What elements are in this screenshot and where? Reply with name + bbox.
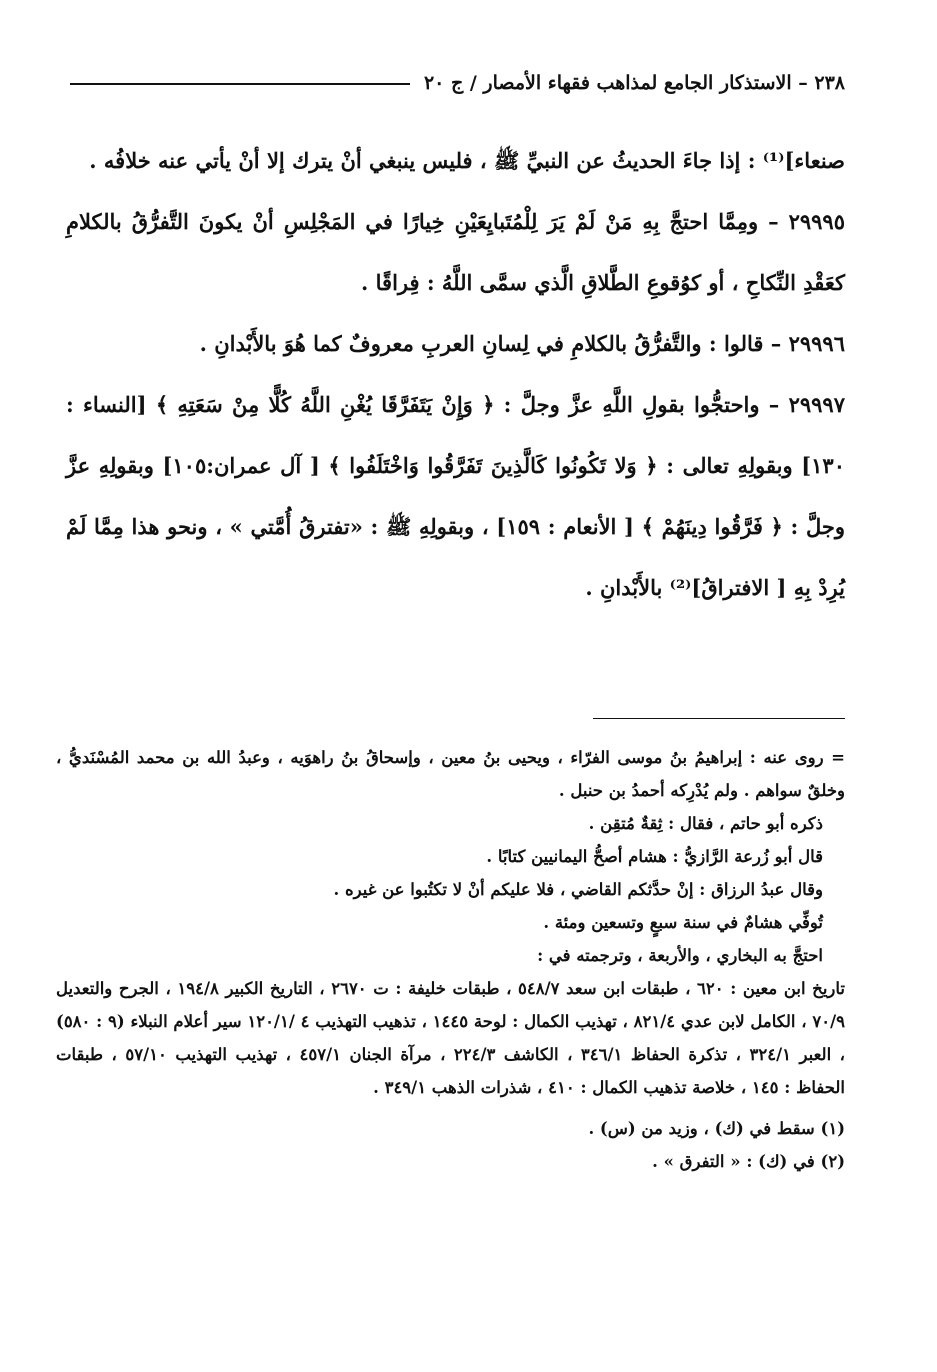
footnote-continuation-line: ذكره أبو حاتم ، فقال : ثِقةٌ مُتقِن .: [588, 814, 823, 833]
running-title: ٢٣٨ – الاستذكار الجامع لمذاهب فقهاء الأمصار / ج ٢٠: [423, 72, 845, 94]
footnote-sources: تاريخ ابن معين : ٦٢٠ ، طبقات ابن سعد ٥٤٨/٧ ، طبقات خليفة : ت ٢٦٧٠ ، التاريخ الكبير ١٩٤/٨ ، الجرح والتعديل ٧٠/٩ ، الكامل لابن عدي ٨٢١/٤ ، تهذيب الكمال : لوحة ١٤٤٥ ، تذهيب التهذيب ٤ /١٢٠/١ سير أعلام النبلاء (٩ : ٥٨٠) ، العبر ٣٢٤/١ ، تذكرة الحفاظ ٣٤٦/١ ، الكاشف ٢٢٤/٣ ، مرآة الجنان ٤٥٧/١ ، تهذيب التهذيب ٥٧/١٠ ، طبقات الحفاظ : ١٤٥ ، خلاصة تذهيب الكمال : ٤١٠ ، شذرات الذهب ٣٤٩/١ .: [56, 979, 845, 1097]
footnote-2: (٢) في (ك) : « التفرق » .: [652, 1152, 845, 1171]
paragraph-29995: ٢٩٩٩٥ – ومِمَّا احتجَّ بِهِ مَنْ لَمْ يَرَ لِلْمُتَبايِعَيْنِ خِيارًا في المَجْلِسِ أنْ يكونَ التَّفرُّقُ بالكلامِ كعَقْدِ النِّكاحِ ، أو كوُقوعِ الطَّلاقِ الَّذي سمَّى اللَّهُ : فِراقًا .: [66, 209, 845, 295]
footnote-continuation-line: وقال عبدُ الرزاق : إنْ حدَّثكم القاضي ، فلا عليكم أنْ لا تكتُبوا عن غيره .: [333, 880, 823, 899]
paragraph-continuation: صنعاء]⁽¹⁾ : إذا جاءَ الحديثُ عن النبيِّ ﷺ ، فليس ينبغي أنْ يترك إلا أنْ يأتي عنه خلافُه .: [89, 148, 845, 173]
footnote-continuation-line: احتجَّ به البخاري ، والأربعة ، وترجمته في :: [537, 946, 823, 965]
main-text: [66, 130, 845, 618]
footnote-gap: [56, 1104, 845, 1112]
page-header: [70, 66, 845, 100]
paragraph-29997: ٢٩٩٩٧ – واحتجُّوا بقولِ اللَّهِ عزَّ وجلَّ : ﴿ وَإِنْ يَتَفَرَّقَا يُغْنِ اللَّهُ كُلًّا مِنْ سَعَتِهِ ﴾ [النساء : ١٣٠] وبقولِهِ تعالى : ﴿ وَلا تَكُونُوا كَالَّذِينَ تَفَرَّقُوا وَاخْتَلَفُوا ﴾ [ آل عمران:١٠٥] وبقولِهِ عزَّ وجلَّ : ﴿ فَرَّقُوا دِينَهُمْ ﴾ [ الأنعام : ١٥٩] ، وبقولِهِ ﷺ : «تفترقُ أُمَّتي » ، ونحو هذا مِمَّا لَمْ يُرِدْ بِهِ [ الافتراقُ]⁽²⁾ بالأَبْدانِ .: [66, 392, 845, 600]
footnote-continuation-line: قال أبو زُرعة الرَّازيُّ : هشام أصحُّ اليمانيين كتابًا .: [486, 847, 823, 866]
paragraph-29996: ٢٩٩٩٦ – قالوا : والتَّفرُّقُ بالكلامِ في لِسانِ العربِ معروفٌ كما هُوَ بالأَبْدانِ .: [199, 331, 845, 356]
footnotes: [56, 741, 845, 1178]
footnote-1: (١) سقط في (ك) ، وزيد من (س) .: [588, 1119, 845, 1138]
header-rule: [70, 83, 410, 85]
footnote-continuation-line: تُوفِّي هشامٌ في سنة سبعٍ وتسعين ومئة .: [543, 913, 823, 932]
footnote-continuation-line: = روى عنه : إبراهيمُ بنُ موسى الفرّاء ، ويحيى بنُ معين ، وإسحاقُ بنُ راهوَيه ، وعبدُ الله بن محمد المُسْنَديُّ ، وخلقٌ سواهم . ولم يُدْرِكه أحمدُ بن حنبل .: [56, 748, 845, 800]
footnote-divider: [593, 718, 845, 719]
